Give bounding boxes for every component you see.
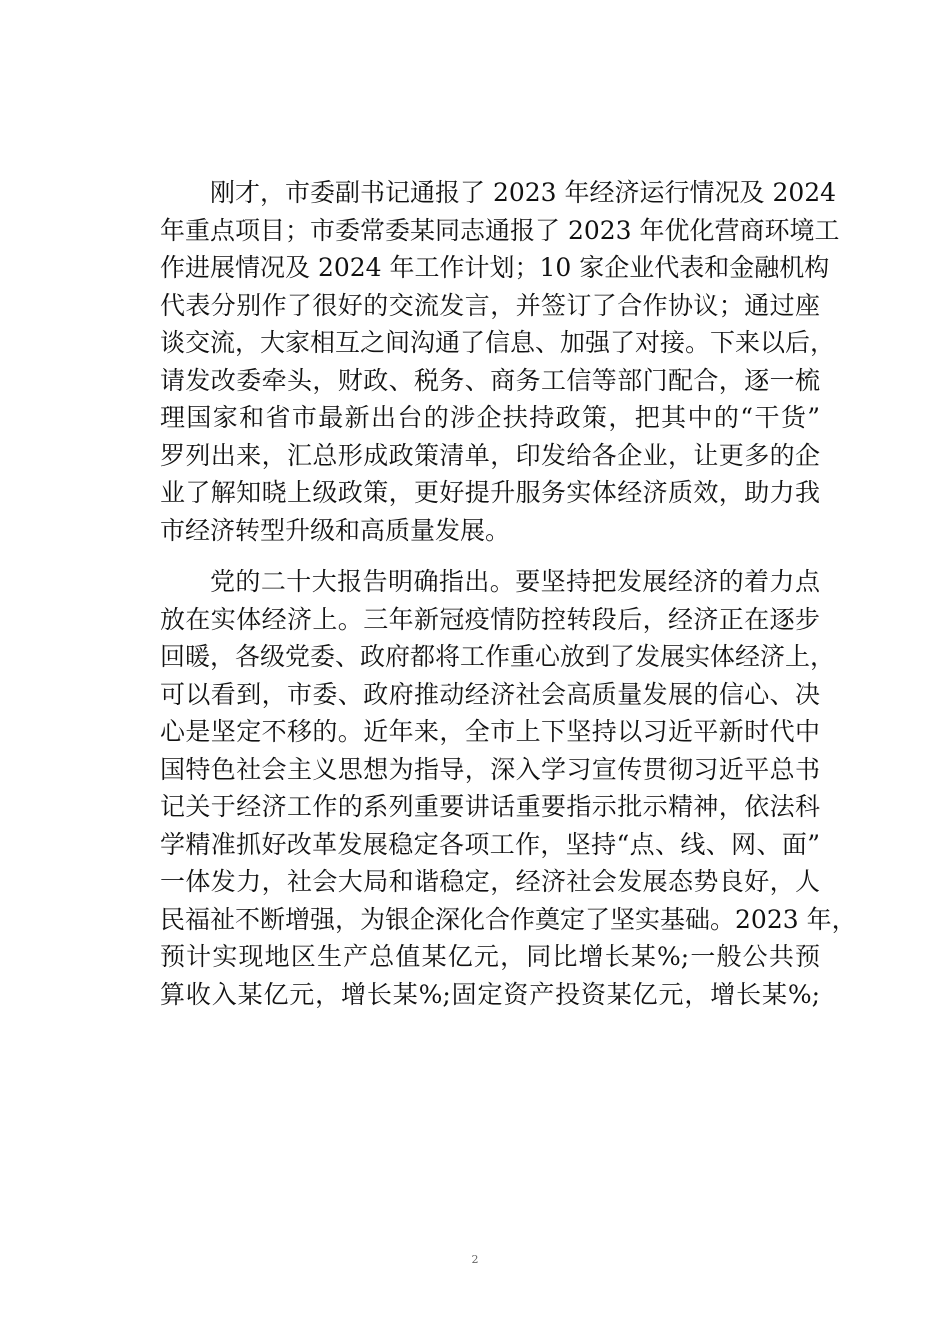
- page-number: 2: [471, 1253, 479, 1266]
- paragraph-line: 请发改委牵头，财政、税务、商务工信等部门配合，逐一梳: [160, 365, 820, 395]
- paragraph-line: 业了解知晓上级政策，更好提升服务实体经济质效，助力我: [160, 478, 820, 507]
- paragraph-line: 记关于经济工作的系列重要讲话重要指示批示精神，依法科: [160, 792, 820, 821]
- paragraph-line: 可以看到，市委、政府推动经济社会高质量发展的信心、决: [160, 679, 820, 709]
- paragraph-line: 年重点项目；市委常委某同志通报了 2023 年优化营商环境工: [160, 215, 840, 245]
- paragraph-line: 党的二十大报告明确指出。要坚持把发展经济的着力点: [210, 567, 820, 596]
- paragraph-line: 代表分别作了很好的交流发言，并签订了合作协议；通过座: [160, 290, 820, 320]
- paragraph-line: 学精准抓好改革发展稳定各项工作，坚持“点、线、网、面”: [160, 829, 820, 859]
- paragraph-line: 市经济转型升级和高质量发展。: [160, 515, 511, 545]
- paragraph-line: 国特色社会主义思想为指导，深入学习宣传贯彻习近平总书: [160, 754, 820, 784]
- paragraph-line: 罗列出来，汇总形成政策清单，印发给各企业，让更多的企: [160, 440, 820, 470]
- paragraph-line: 放在实体经济上。三年新冠疫情防控转段后，经济正在逐步: [160, 604, 820, 634]
- paragraph-line: 心是坚定不移的。近年来，全市上下坚持以习近平新时代中: [160, 717, 820, 746]
- paragraph-2: [160, 563, 857, 1013]
- paragraph-line: 算收入某亿元，增长某%;固定资产投资某亿元，增长某%;: [160, 979, 820, 1009]
- paragraph-line: 谈交流，大家相互之间沟通了信息、加强了对接。下来以后，: [160, 328, 836, 357]
- paragraph-line: 理国家和省市最新出台的涉企扶持政策，把其中的“干货”: [160, 403, 820, 432]
- paragraph-line: 一体发力，社会大局和谐稳定，经济社会发展态势良好，人: [160, 867, 820, 896]
- paragraph-line: 回暖，各级党委、政府都将工作重心放到了发展实体经济上，: [160, 642, 836, 671]
- paragraph-line: 民福祉不断增强，为银企深化合作奠定了坚实基础。2023 年，: [160, 904, 857, 934]
- paragraph-1: [160, 174, 840, 549]
- paragraph-line: 刚才，市委副书记通报了 2023 年经济运行情况及 2024: [210, 178, 837, 207]
- paragraph-line: 预计实现地区生产总值某亿元，同比增长某%;一般公共预: [160, 942, 820, 971]
- paragraph-line: 作进展情况及 2024 年工作计划；10 家企业代表和金融机构: [160, 253, 830, 282]
